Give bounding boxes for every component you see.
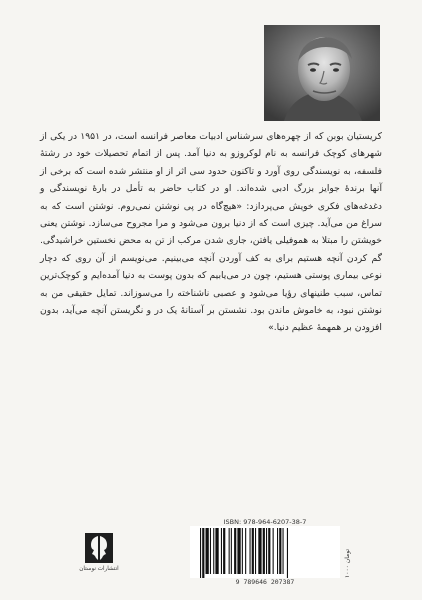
barcode-bar [258,528,261,574]
description-paragraph: کریستیان بوبن که از چهره‌های سرشناس ادبیات معاصر فرانسه است، در ۱۹۵۱ در یکی از شهرهای کوچک فرانسه به نام لوکروزو به دنیا آمد. پس از اتمام تحصیلات خود در رشتهٔ فلسفه، به نویسندگی روی آورد و تاکنون حدود سی اثر از او منتشر شده است که برخی از آنها برندهٔ جوایز بزرگ ادبی شده‌اند. او در کتاب حاضر به تأمل در بارهٔ نویسندگی و دغدغه‌های فکری خویش می‌پردازد: «هیچ‌گاه در پی نوشتن نمی‌روم. نوشتن است که به سراغ من می‌آید. چیزی است که از دنیا برون می‌شود و مرا مجروح می‌سازد. نوشتن یعنی خویشتن را مبتلا به هموفیلی یافتن، جاری شدن مرکب از تن به محض نخستین خراشیدگی. گم کردن آنچه هستیم برای به کف آوردن آنچه می‌بینیم. می‌نویسم از آن روی که دچار نوعی بیماری پوستی هستیم، چون در می‌یابیم که بدون پوست به دنیا آمده‌ایم و کوچک‌ترین تماس، سبب طنینهای رؤیا می‌شود و عصبی ناشناخته را می‌سوزاند. تمایل حقیقی من به نوشتن نبود، به خاموش ماندن بود. نشستن بر آستانهٔ یک در و نگریستن آنچه می‌آید، بدون افزودن بر همهمهٔ عظیم دنیا.» [40,131,382,334]
isbn-label: ISBN: 978-964-6207-38-7 [223,518,307,526]
barcode-bar [200,528,201,578]
author-portrait-image [264,25,380,121]
barcode-bar [237,528,240,574]
barcode-bars [190,526,340,578]
barcode-bar [283,528,284,574]
barcode-digits: 9 789646 207387 [235,578,295,586]
price-label: ۱۰۰۰ تومان [344,548,351,578]
barcode-bar [252,528,254,574]
barcode-bar [245,528,246,574]
barcode-bar [255,528,256,574]
barcode-bar [206,528,209,574]
barcode-bar [250,528,251,574]
barcode-bar [234,528,236,574]
barcode-bar [202,528,204,578]
barcode-bar [229,528,230,574]
barcode-bar [268,528,270,574]
barcode-bar [279,528,281,574]
barcode-bar [231,528,232,574]
publisher-logo-icon [85,533,113,563]
barcode-bar [215,528,218,574]
barcode-bar [221,528,222,574]
publisher-name: انتشارات نوستان [79,566,119,572]
barcode [190,526,340,578]
barcode-bar [273,528,274,574]
barcode-bar [242,528,243,574]
barcode-bar [213,528,214,574]
barcode-bar [210,528,211,574]
barcode-bar [287,528,288,578]
description-text [40,128,382,337]
barcode-bar [263,528,265,574]
barcode-bar [277,528,278,574]
barcode-bar [223,528,225,574]
barcode-bar [266,528,267,574]
author-photo [264,25,380,121]
